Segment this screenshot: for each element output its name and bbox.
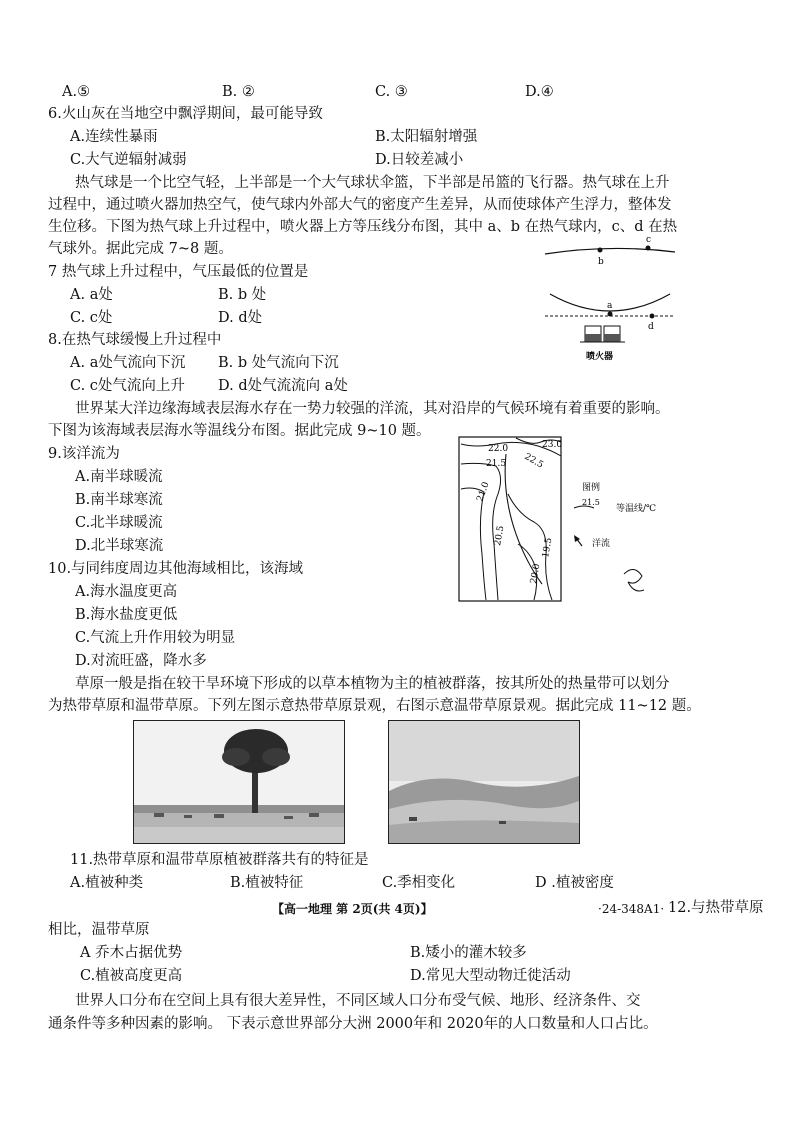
temperate-grassland-photo <box>388 720 580 844</box>
balloon-label-d: d <box>648 322 654 332</box>
doodle-mark-icon <box>624 569 644 591</box>
passage-grassland-line-1: 草原一般是指在较干旱环境下形成的以草本植物为主的植被群落，按其所处的热量带可以划分 <box>75 676 670 692</box>
q6-option-b: B.太阳辐射增强 <box>375 129 478 145</box>
q12-stem-start: 12.与热带草原 <box>668 900 764 916</box>
q6-stem: 6.火山灰在当地空中飘浮期间，最可能导致 <box>48 106 323 122</box>
q10-option-c: C.气流上升作用较为明显 <box>75 630 236 646</box>
balloon-label-b: b <box>598 257 604 267</box>
page-footer-code: ·24-348A1· <box>598 902 665 916</box>
q12-option-d: D.常见大型动物迁徙活动 <box>410 968 571 984</box>
q11-stem: 11.热带草原和温带草原植被群落共有的特征是 <box>70 852 369 868</box>
passage-current-line-2: 下图为该海域表层海水等温线分布图。据此完成 9~10 题。 <box>48 423 431 439</box>
q12-stem-rest: 相比，温带草原 <box>48 922 150 938</box>
q11-option-a: A.植被种类 <box>70 875 144 891</box>
q7-option-b: B. b 处 <box>218 287 267 303</box>
q7-option-a: A. a处 <box>70 287 113 303</box>
q9-option-c: C.北半球暖流 <box>75 515 163 531</box>
q7-option-c: C. c处 <box>70 310 113 326</box>
passage-balloon-line-1: 热气球是一个比空气轻，上半部是一个大气球状伞篮，下半部是吊篮的飞行器。热气球在上升 <box>75 175 670 191</box>
q12-option-b: B.矮小的灌木较多 <box>410 945 527 961</box>
current-arrow-icon <box>574 535 582 546</box>
q8-option-a: A. a处气流向下沉 <box>70 355 186 371</box>
isotherm-label-20-0: 20.0 <box>529 563 543 585</box>
passage-grassland-line-2: 为热带草原和温带草原。下列左图示意热带草原景观，右图示意温带草原景观。据此完成 11~12 题。 <box>48 698 701 714</box>
passage-current-line-1: 世界某大洋边缘海域表层海水存在一势力较强的洋流，其对沿岸的气候环境有着重要的影响。 <box>75 401 670 417</box>
q10-stem: 10.与同纬度周边其他海域相比，该海域 <box>48 561 304 577</box>
q7-stem: 7 热气球上升过程中，气压最低的位置是 <box>48 264 309 280</box>
q9-option-a: A.南半球暖流 <box>75 469 163 485</box>
page-footer-left: 【高一地理 第 2页(共 4页)】 <box>272 902 433 916</box>
q11-option-d: D .植被密度 <box>535 875 614 891</box>
q10-option-a: A.海水温度更高 <box>75 584 178 600</box>
balloon-label-c: c <box>646 235 652 245</box>
passage-population-line-1: 世界人口分布在空间上具有很大差异性，不同区域人口分布受气候、地形、经济条件、交 <box>75 993 641 1009</box>
legend-current-text: 洋流 <box>592 539 611 549</box>
q12-option-c: C.植被高度更高 <box>80 968 183 984</box>
isotherm-label-21-0: 21.0 <box>475 480 492 504</box>
isotherm-label-19-5: 19.5 <box>541 537 555 559</box>
q8-option-c: C. c处气流向上升 <box>70 378 185 394</box>
burner-label: 喷火器 <box>586 352 614 362</box>
passage-balloon-line-3: 生位移。下图为热气球上升过程中，喷火器上方等压线分布图，其中 a、b 在热气球内，c、d 在热 <box>48 219 678 235</box>
q11-option-c: C.季相变化 <box>382 875 456 891</box>
balloon-label-a: a <box>607 301 613 311</box>
q5-option-c: C. ③ <box>375 84 408 100</box>
burner-icon <box>580 326 625 342</box>
q6-option-a: A.连续性暴雨 <box>70 129 158 145</box>
isotherm-label-22-5: 22.5 <box>522 451 545 471</box>
q9-option-b: B.南半球寒流 <box>75 492 163 508</box>
grassland-hills-illustration <box>389 721 579 843</box>
passage-population-line-2: 通条件等多种因素的影响。 下表示意世界部分大洲 2000年和 2020年的人口数量和人口占比。 <box>48 1016 658 1032</box>
q9-stem: 9.该洋流为 <box>48 446 120 462</box>
legend-isotherm-text: 等温线/℃ <box>616 504 657 514</box>
q10-option-b: B.海水盐度更低 <box>75 607 178 623</box>
legend-isotherm-value: 21.5 <box>582 498 600 507</box>
isotherm-label-21-5: 21.5 <box>486 459 507 469</box>
q8-option-b: B. b 处气流向下沉 <box>218 355 339 371</box>
isotherm-label-23-0: 23.0 <box>542 440 563 450</box>
q6-option-d: D.日较差减小 <box>375 152 464 168</box>
q9-option-d: D.北半球寒流 <box>75 538 164 554</box>
q12-option-a: A 乔木占据优势 <box>80 945 183 961</box>
q7-option-d: D. d处 <box>218 310 263 326</box>
tropical-savanna-photo <box>133 720 345 844</box>
isotherm-label-20-5: 20.5 <box>493 525 507 547</box>
isotherm-map-figure <box>456 434 666 606</box>
isotherm-label-22-0: 22.0 <box>488 444 509 454</box>
q11-option-b: B.植被特征 <box>230 875 304 891</box>
passage-balloon-line-2: 过程中，通过喷火器加热空气，使气球内外部大气的密度产生差异，从而使球体产生浮力，整体发 <box>48 197 672 213</box>
q5-option-b: B. ② <box>222 84 255 100</box>
q8-option-d: D. d处气流流向 a处 <box>218 378 348 394</box>
savanna-tree-illustration <box>134 721 344 843</box>
q5-option-d: D.④ <box>525 84 554 100</box>
q10-option-d: D.对流旺盛，降水多 <box>75 653 207 669</box>
q6-option-c: C.大气逆辐射减弱 <box>70 152 187 168</box>
passage-balloon-line-4: 气球外。据此完成 7~8 题。 <box>48 241 233 257</box>
q5-option-a: A.⑤ <box>62 84 91 100</box>
q8-stem: 8.在热气球缓慢上升过程中 <box>48 332 222 348</box>
balloon-isobar-figure <box>540 232 680 372</box>
legend-title: 图例 <box>582 483 601 493</box>
